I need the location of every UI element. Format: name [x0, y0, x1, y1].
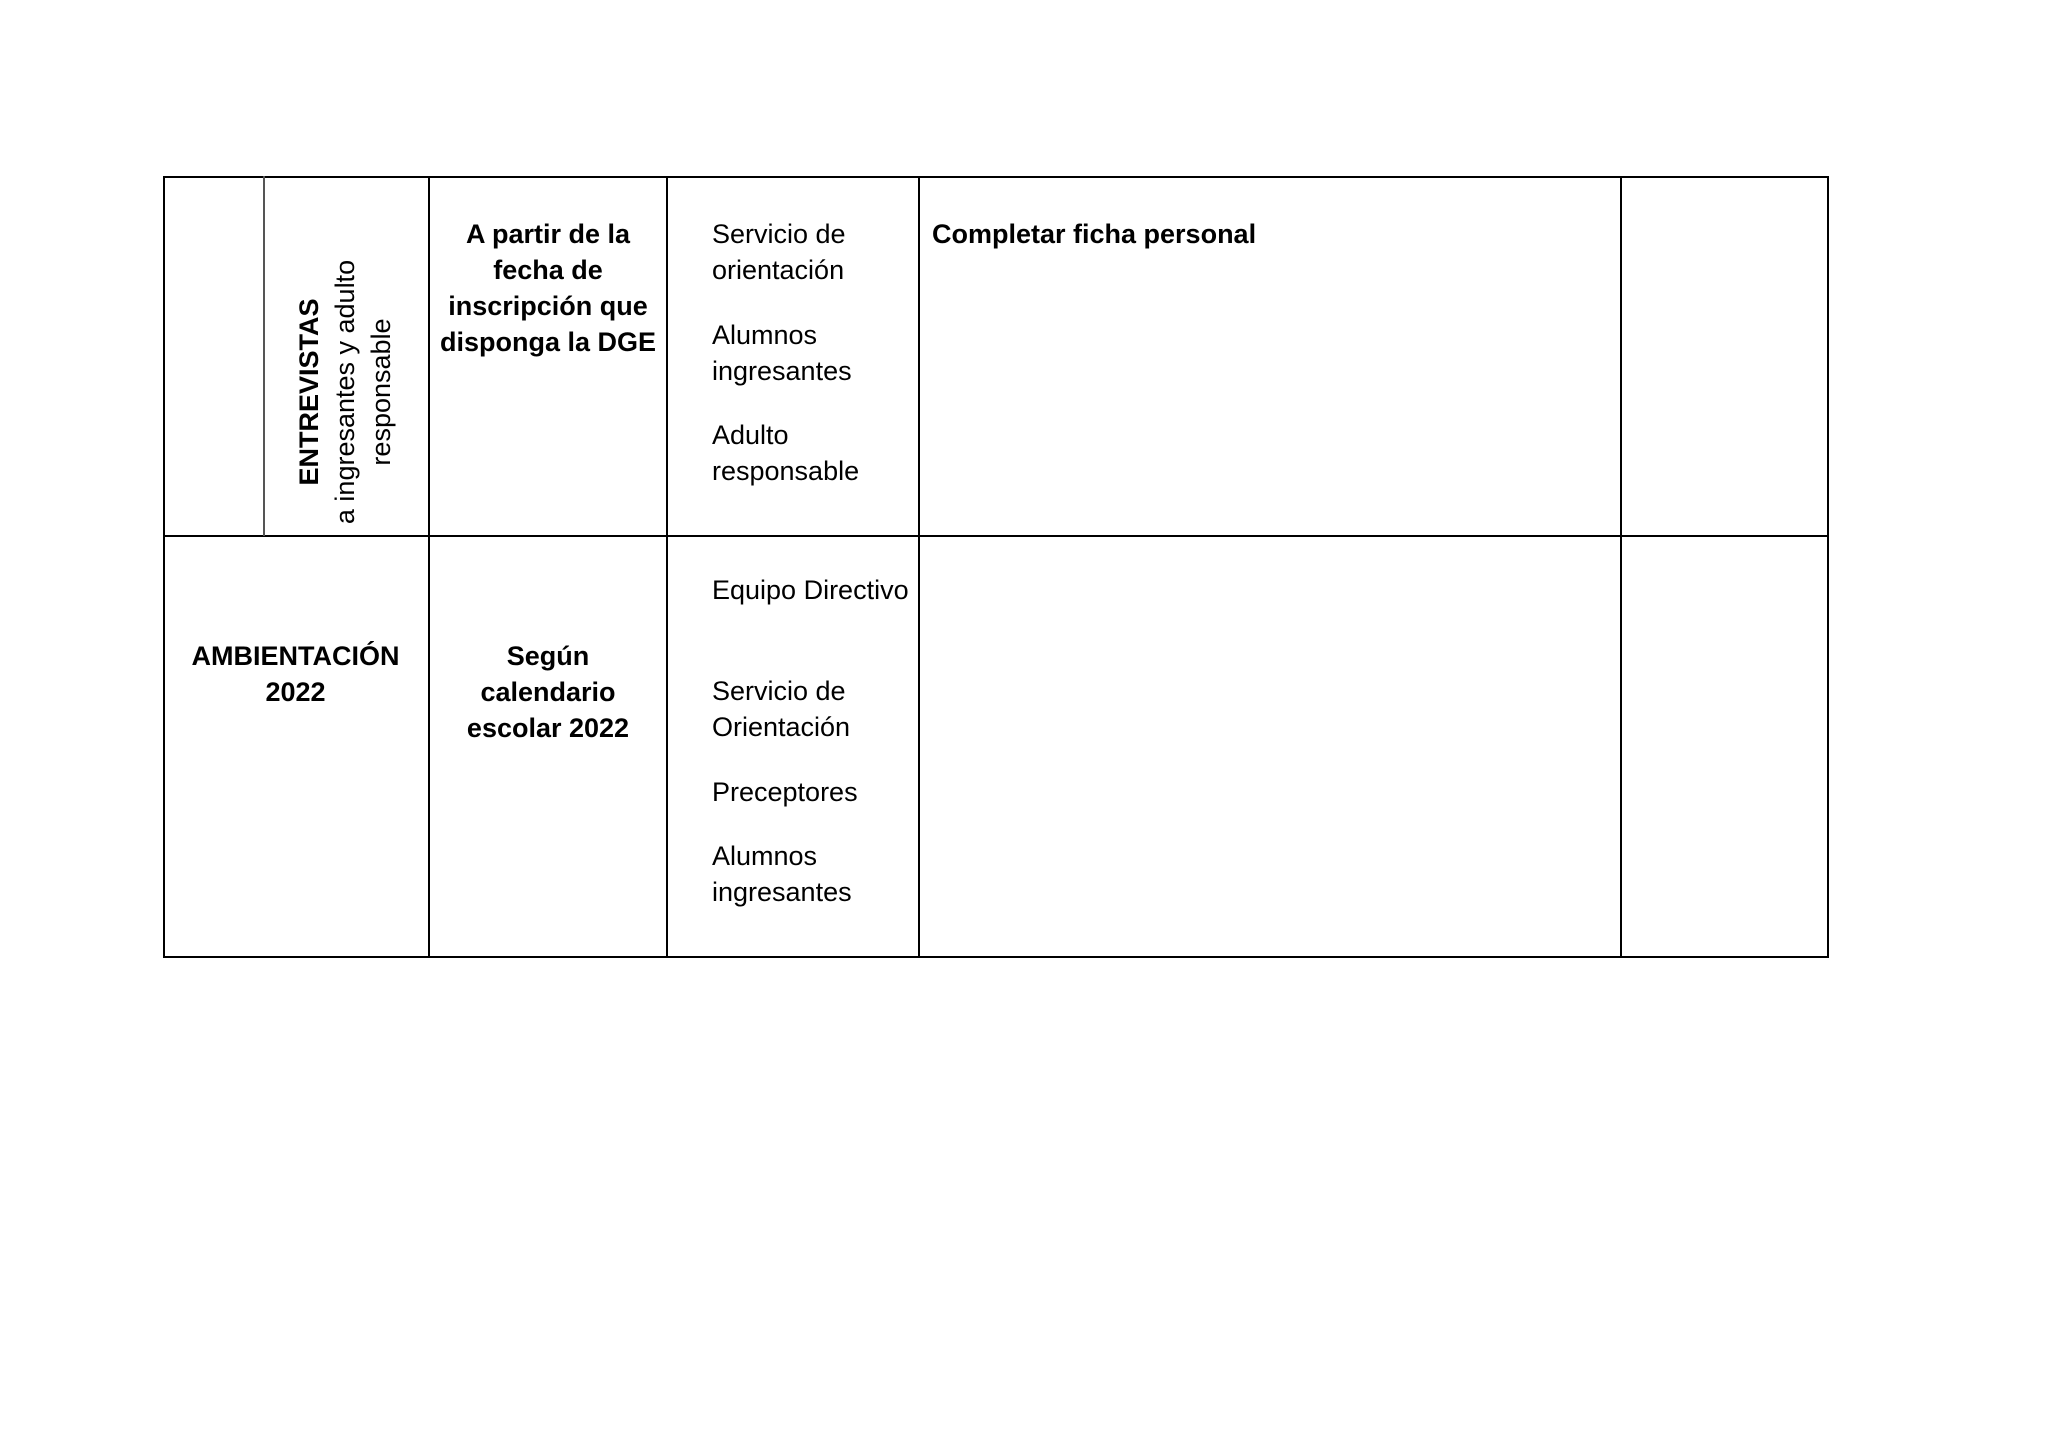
col-divider-description — [918, 176, 920, 958]
row1-responsible-3: Adulto responsable — [712, 420, 860, 486]
row2-date: Según calendario escolar 2022 — [466, 641, 630, 743]
col-divider-extra — [1620, 176, 1622, 958]
row1-activity-title: ENTREVISTAS — [294, 298, 324, 486]
row1-activity-subtitle: a ingresantes y adulto responsable — [330, 259, 396, 525]
row2-responsible-2: Servicio de Orientación — [712, 676, 851, 742]
col-divider-date — [428, 176, 430, 958]
table-right-border — [1827, 176, 1829, 958]
row1-activity-text — [291, 212, 399, 536]
row1-responsible-1: Servicio de orientación — [712, 219, 846, 285]
table-bottom-border — [163, 956, 1829, 958]
row1-responsible-2: Alumnos ingresantes — [712, 320, 852, 386]
row2-responsible-4: Alumnos ingresantes — [712, 841, 852, 907]
table-left-border — [163, 176, 165, 958]
col-divider-responsibles — [666, 176, 668, 958]
row1-date: A partir de la fecha de inscripción que disponga la DGE — [439, 219, 657, 357]
row2-responsible-1: Equipo Directivo — [712, 575, 909, 605]
planning-table — [163, 176, 1829, 958]
row2-responsible-3: Preceptores — [712, 777, 858, 807]
row1-description: Completar ficha personal — [932, 219, 1257, 249]
row2-activity: AMBIENTACIÓN 2022 — [191, 641, 400, 707]
row1-activity-cell — [261, 176, 428, 536]
